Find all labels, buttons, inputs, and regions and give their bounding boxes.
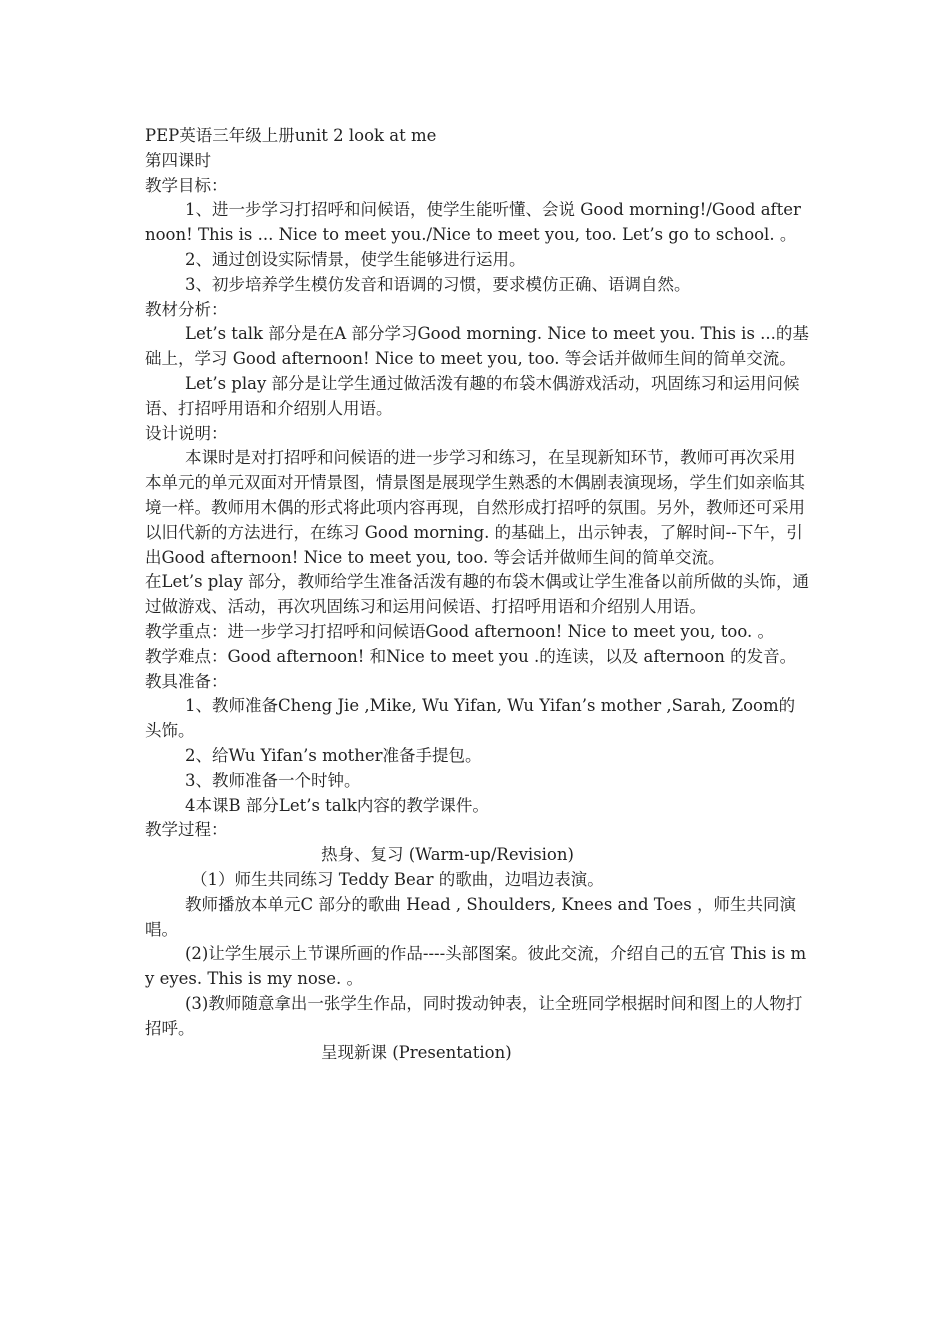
step-1-song: 教师播放本单元C 部分的歌曲 Head , Shoulders, Knees and Toes ，师生共同演唱。 [145, 894, 796, 939]
goal-1: 1、进一步学习打招呼和问候语，使学生能听懂、会说 Good morning!/Good afternoon! This is ... Nice to meet you./Nice to meet you, too. Let’s go to school. 。 [145, 200, 801, 245]
analysis-heading: 教材分析： [145, 299, 228, 319]
key-point: 教学重点：进一步学习打招呼和问候语Good afternoon! Nice to meet you, too. 。 [145, 621, 774, 641]
goal-3: 3、初步培养学生模仿发音和语调的习惯，要求模仿正确、语调自然。 [185, 274, 691, 294]
design-paragraph: 本课时是对打招呼和问候语的进一步学习和练习，在呈现新知环节，教师可再次采用本单元的单元双面对开情景图，情景图是展现学生熟悉的木偶剧表演现场，学生们如亲临其境一样。教师用木偶的形式将此项内容再现，自然形成打招呼的氛围。另外，教师还可采用以旧代新的方法进行，在练习 Good morning. 的基础上，出示钟表，了解时间--下午，引出Good afternoon! Nice to meet you, too. 等会话并做师生间的简单交流。 [145, 448, 805, 567]
lesson-label: 第四课时 [145, 150, 211, 170]
process-heading: 教学过程： [145, 820, 228, 840]
step-2: (2)让学生展示上节课所画的作品----头部图案。彼此交流，介绍自己的五官 This is my eyes. This is my nose. 。 [145, 944, 807, 989]
tool-2: 2、给Wu Yifan’s mother准备手提包。 [185, 745, 482, 765]
goal-2: 2、通过创设实际情景，使学生能够进行运用。 [185, 249, 526, 269]
analysis-paragraph-1: Let’s talk 部分是在A 部分学习Good morning. Nice to meet you. This is ...的基础上，学习 Good afternoon! Nice to meet you, too. 等会话并做师生间的简单交流。 [145, 324, 809, 369]
step-1: （1）师生共同练习 Teddy Bear 的歌曲，边唱边表演。 [191, 869, 604, 889]
goals-heading: 教学目标： [145, 175, 228, 195]
step-3: (3)教师随意拿出一张学生作品，同时拨动钟表，让全班同学根据时间和图上的人物打招呼。 [145, 993, 803, 1038]
tool-4: 4本课B 部分Let’s talk内容的教学课件。 [185, 795, 489, 815]
tool-1: 1、教师准备Cheng Jie ,Mike, Wu Yifan, Wu Yifan’s mother ,Sarah, Zoom的头饰。 [145, 696, 796, 741]
tool-3: 3、教师准备一个时钟。 [185, 770, 361, 790]
warmup-heading: 热身、复习 (Warm-up/Revision) [321, 845, 574, 865]
presentation-heading: 呈现新课 (Presentation) [321, 1043, 512, 1063]
design-paragraph-2: 在Let’s play 部分，教师给学生准备活泼有趣的布袋木偶或让学生准备以前所做的头饰，通过做游戏、活动，再次巩固练习和运用问候语、打招呼用语和介绍别人用语。 [145, 572, 810, 617]
difficulty: 教学难点：Good afternoon! 和Nice to meet you .的连读，以及 afternoon 的发音。 [145, 646, 797, 666]
design-heading: 设计说明： [145, 423, 228, 443]
tools-heading: 教具准备： [145, 671, 228, 691]
analysis-paragraph-2: Let’s play 部分是让学生通过做活泼有趣的布袋木偶游戏活动，巩固练习和运用问候语、打招呼用语和介绍别人用语。 [145, 373, 800, 418]
document-page [145, 124, 810, 1066]
doc-title: PEP英语三年级上册unit 2 look at me [145, 126, 437, 145]
